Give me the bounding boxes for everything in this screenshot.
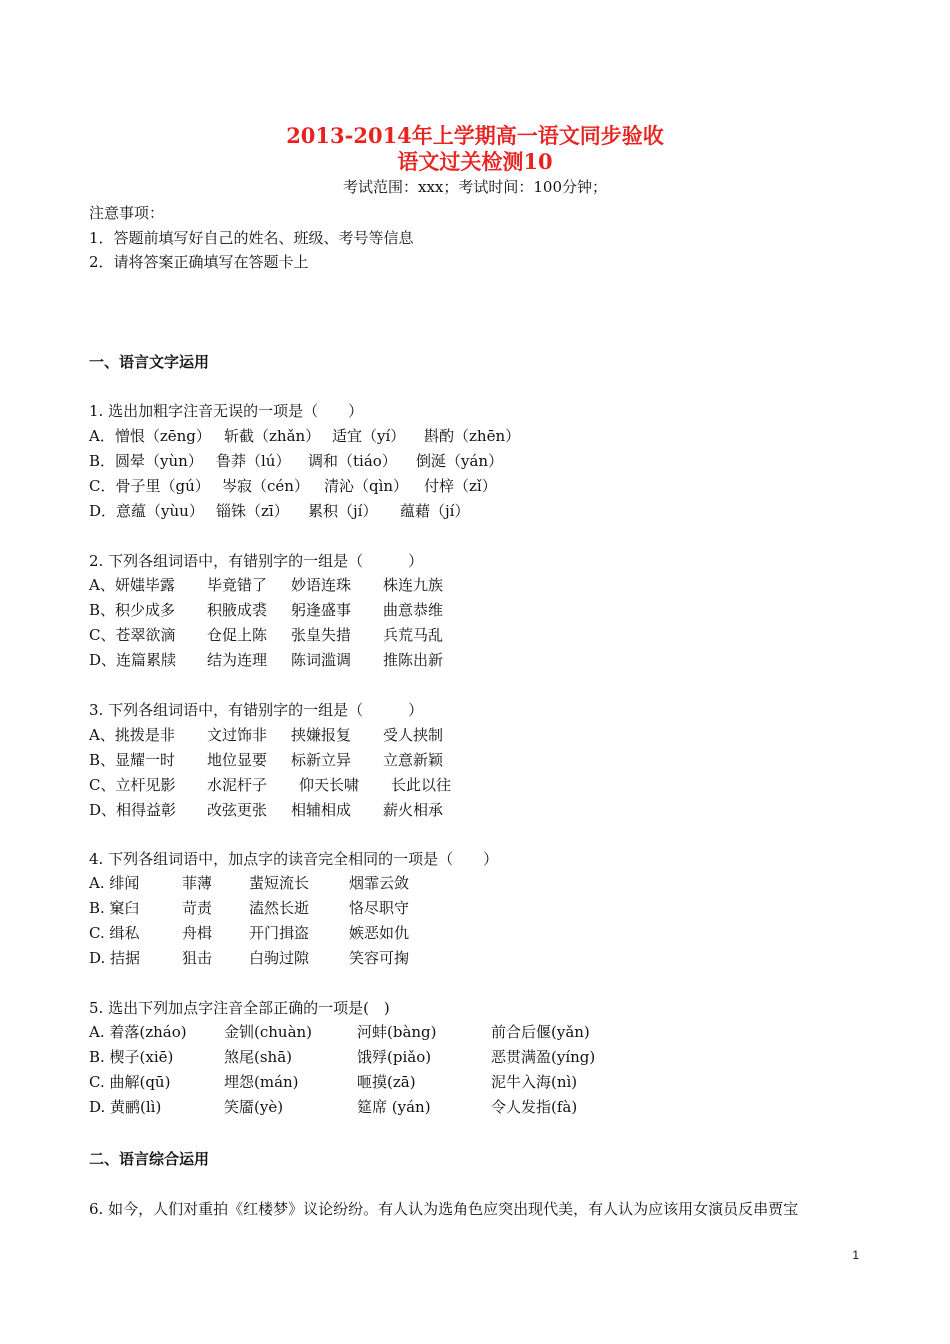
- option-text: 株连九族: [383, 576, 444, 594]
- option-text: 岑寂（cén）: [222, 477, 309, 495]
- question-stem: 5. 选出下列加点字注音全部正确的一项是( ): [89, 999, 390, 1017]
- option-text: 河蚌(bàng): [357, 1023, 437, 1041]
- option-text: 前合后偃(yǎn): [491, 1023, 590, 1041]
- option-text: C. 曲解(qū): [89, 1073, 171, 1091]
- option-text: B．圆晕（yùn）: [89, 452, 203, 470]
- option-text: 立意新颖: [383, 751, 444, 769]
- option-text: 菲薄: [182, 874, 213, 892]
- option-text: 蕴藉（jí）: [400, 502, 470, 520]
- option-text: 仰天长啸: [299, 776, 360, 794]
- option-text: 煞尾(shā): [224, 1048, 293, 1066]
- notes-item: 1．答题前填写好自己的姓名、班级、考号等信息: [89, 229, 414, 247]
- doc-subtitle: 语文过关检测10: [397, 149, 553, 174]
- option-text: 积腋成裘: [207, 601, 268, 619]
- exam-info: 考试范围：xxx；考试时间：100分钟；: [342, 178, 607, 196]
- option-text: B. 楔子(xiē): [89, 1048, 174, 1066]
- option-text: 锱铢（zī）: [216, 502, 289, 520]
- option-text: 苛责: [182, 899, 213, 917]
- option-text: 嫉恶如仇: [349, 924, 410, 942]
- option-text: 水泥杆子: [207, 776, 268, 794]
- option-text: C、立杆见影: [89, 776, 176, 794]
- section-title: 二、语言综合运用: [89, 1150, 210, 1168]
- question-stem: 4. 下列各组词语中，加点字的读音完全相同的一项是（ ）: [89, 850, 499, 868]
- option-text: 相辅相成: [291, 801, 352, 819]
- option-text: 笑靥(yè): [224, 1098, 284, 1116]
- option-text: 开门揖盗: [249, 924, 310, 942]
- option-text: C、苍翠欲滴: [89, 626, 176, 644]
- option-text: 挟嫌报复: [291, 726, 352, 744]
- notes-heading: 注意事项：: [89, 204, 165, 222]
- option-text: A、妍媸毕露: [89, 576, 175, 594]
- option-text: 调和（tiáo）: [308, 452, 397, 470]
- option-text: C. 缉私: [89, 924, 140, 942]
- option-text: 鲁莽（lú）: [216, 452, 291, 470]
- option-text: 筵席 (yán): [357, 1098, 431, 1116]
- option-text: B. 窠臼: [89, 899, 140, 917]
- option-text: 长此以往: [391, 776, 452, 794]
- section-title: 一、语言文字运用: [89, 353, 210, 371]
- option-text: 结为连理: [207, 651, 268, 669]
- option-text: D. 黄鹂(lì): [89, 1098, 162, 1116]
- option-text: B、显耀一时: [89, 751, 176, 769]
- option-text: D. 拮据: [89, 949, 141, 967]
- option-text: 恶贯满盈(yíng): [491, 1048, 596, 1066]
- question-stem: 2. 下列各组词语中，有错别字的一组是（ ）: [89, 552, 424, 570]
- option-text: 地位显要: [207, 751, 268, 769]
- option-text: 累积（jí）: [308, 502, 378, 520]
- option-text: 溘然长逝: [249, 899, 310, 917]
- option-text: C．骨子里（gú）: [89, 477, 210, 495]
- option-text: D、连篇累牍: [89, 651, 177, 669]
- option-text: 埋怨(mán): [224, 1073, 299, 1091]
- option-text: 标新立异: [291, 751, 352, 769]
- question-stem: 6. 如今，人们对重拍《红楼梦》议论纷纷。有人认为选角色应突出现代美，有人认为应该用女演员反串贾宝: [89, 1200, 799, 1218]
- option-text: 躬逢盛事: [291, 601, 352, 619]
- option-text: 斟酌（zhēn）: [424, 427, 521, 445]
- question-stem: 3. 下列各组词语中，有错别字的一组是（ ）: [89, 701, 424, 719]
- option-text: 付梓（zǐ）: [424, 477, 497, 495]
- option-text: 毕竟错了: [207, 576, 268, 594]
- option-text: 受人挟制: [383, 726, 444, 744]
- option-text: D．意蕴（yùu）: [89, 502, 204, 520]
- option-text: 蜚短流长: [249, 874, 310, 892]
- option-text: 文过饰非: [207, 726, 268, 744]
- option-text: A．憎恨（zēng）: [89, 427, 211, 445]
- option-text: 倒涎（yán）: [416, 452, 504, 470]
- option-text: 仓促上陈: [207, 626, 268, 644]
- option-text: 妙语连珠: [291, 576, 352, 594]
- option-text: A. 绯闻: [89, 874, 140, 892]
- option-text: 咂摸(zā): [357, 1073, 416, 1091]
- option-text: 泥牛入海(nì): [491, 1073, 578, 1091]
- option-text: 改弦更张: [207, 801, 268, 819]
- option-text: 曲意恭维: [383, 601, 444, 619]
- option-text: B、积少成多: [89, 601, 176, 619]
- page-number: 1: [852, 1248, 859, 1262]
- option-text: 令人发指(fà): [491, 1098, 578, 1116]
- option-text: 陈词滥调: [291, 651, 352, 669]
- option-text: D、相得益彰: [89, 801, 177, 819]
- option-text: 金钏(chuàn): [224, 1023, 313, 1041]
- option-text: 推陈出新: [383, 651, 444, 669]
- question-stem: 1. 选出加粗字注音无误的一项是（ ）: [89, 402, 364, 420]
- option-text: 狙击: [182, 949, 213, 967]
- doc-title: 2013-2014年上学期高一语文同步验收: [286, 123, 664, 148]
- option-text: 舟楫: [182, 924, 213, 942]
- option-text: 饿殍(piǎo): [357, 1048, 432, 1066]
- option-text: 薪火相承: [383, 801, 444, 819]
- notes-item: 2．请将答案正确填写在答题卡上: [89, 253, 309, 271]
- option-text: 烟霏云敛: [349, 874, 410, 892]
- option-text: A、挑拨是非: [89, 726, 175, 744]
- option-text: 恪尽职守: [349, 899, 410, 917]
- option-text: 笑容可掬: [349, 949, 410, 967]
- option-text: 斩截（zhǎn）: [224, 427, 321, 445]
- option-text: 清沁（qìn）: [324, 477, 409, 495]
- option-text: A. 着落(zháo): [89, 1023, 187, 1041]
- option-text: 白驹过隙: [249, 949, 310, 967]
- option-text: 张皇失措: [291, 626, 352, 644]
- option-text: 适宜（yí）: [332, 427, 406, 445]
- option-text: 兵荒马乱: [383, 626, 444, 644]
